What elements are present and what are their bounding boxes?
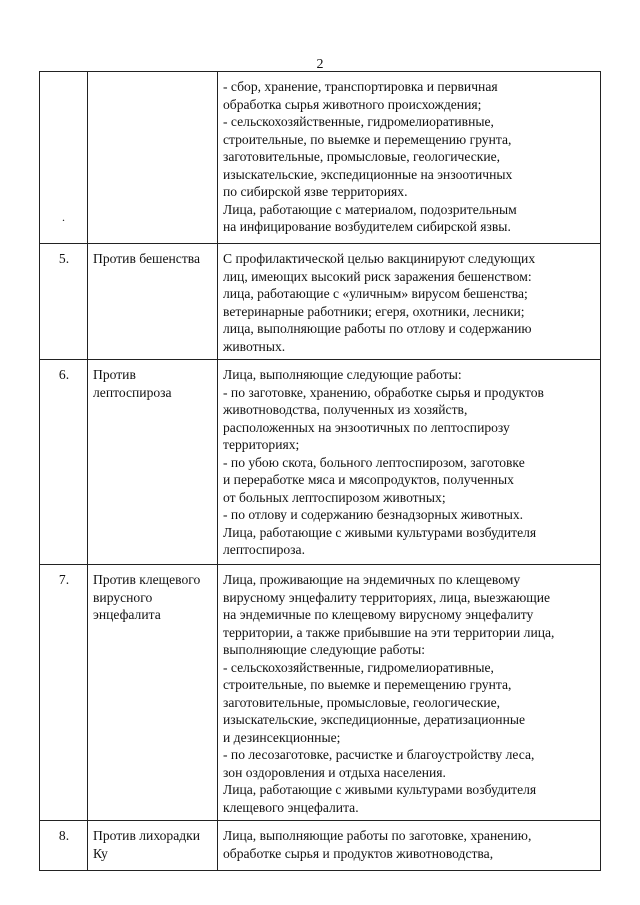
vaccine-name: [88, 360, 218, 565]
table-row: [40, 565, 601, 821]
description-line: Лица, выполняющие следующие работы:: [223, 367, 462, 382]
description-line: территориях;: [223, 437, 300, 452]
description-line: расположенных на энзоотичных по лептоспирозу: [223, 419, 510, 435]
vaccine-name-line: Против: [93, 367, 136, 382]
row-number: 6.: [40, 360, 88, 565]
description-line: животноводства, полученных из хозяйств,: [223, 402, 468, 417]
stray-mark: .: [62, 210, 65, 224]
description-line: обработка сырья животного происхождения;: [223, 96, 482, 112]
description-line: - сбор, хранение, транспортировка и первичная: [223, 79, 498, 94]
page-number: 2: [316, 57, 324, 72]
row-number: 5.: [40, 244, 88, 360]
row-number: [40, 72, 88, 244]
description-line: заготовительные, промысловые, геологические,: [223, 694, 501, 710]
description-line: Лица, работающие с живыми культурами возбудителя: [223, 524, 537, 540]
description-line: строительные, по выемке и перемещению грунта,: [223, 131, 512, 147]
table-row: [40, 244, 601, 360]
population-description: [218, 565, 601, 821]
vaccine-name: [88, 565, 218, 821]
vaccine-name-line: Против клещевого: [93, 572, 201, 587]
description-line: строительные, по выемке и перемещению грунта,: [223, 677, 512, 692]
vaccine-name-line: Против лихорадки: [93, 828, 201, 843]
description-line: и дезинсекционные;: [223, 729, 341, 745]
population-description: [218, 821, 601, 871]
description-line: ветеринарные работники; егеря, охотники, лесники;: [223, 303, 525, 319]
description-line: выполняющие следующие работы:: [223, 642, 426, 657]
description-line: - по лесозаготовке, расчистке и благоустройству леса,: [223, 747, 535, 762]
description-line: лептоспироза.: [223, 542, 305, 557]
description-line: Лица, работающие с материалом, подозрительным: [223, 201, 517, 217]
description-line: изыскательские, экспедиционные, дератизационные: [223, 712, 526, 727]
description-line: - сельскохозяйственные, гидромелиоративные,: [223, 114, 494, 129]
population-description: [218, 360, 601, 565]
description-line: заготовительные, промысловые, геологические,: [223, 149, 501, 164]
description-line: лиц, имеющих высокий риск заражения бешенством:: [223, 268, 532, 284]
description-line: - по заготовке, хранению, обработке сырья и продуктов: [223, 384, 544, 400]
vaccine-name-line: вирусного: [93, 589, 153, 605]
row-number: 8.: [40, 821, 88, 871]
description-line: вирусному энцефалиту территориях, лица, выезжающие: [223, 589, 551, 605]
description-line: животных.: [223, 338, 286, 354]
description-line: Лица, выполняющие работы по заготовке, хранению,: [223, 828, 532, 843]
population-description: [218, 72, 601, 244]
description-line: - сельскохозяйственные, гидромелиоративные,: [223, 659, 494, 675]
description-line: зон оздоровления и отдыха населения.: [223, 764, 446, 780]
description-line: клещевого энцефалита.: [223, 799, 359, 815]
description-line: изыскательские, экспедиционные на энзоотичных: [223, 166, 513, 182]
table-row: [40, 72, 601, 244]
description-line: С профилактической целью вакцинируют следующих: [223, 251, 536, 266]
vaccine-name: [88, 821, 218, 871]
description-line: на эндемичные по клещевому вирусному энцефалиту: [223, 607, 534, 622]
table-row: [40, 821, 601, 871]
vaccine-name-line: Ку: [93, 845, 108, 861]
vaccine-name-line: энцефалита: [93, 607, 161, 622]
row-number: 7.: [40, 565, 88, 821]
description-line: по сибирской язве территориях.: [223, 184, 408, 199]
description-line: Лица, работающие с живыми культурами возбудителя: [223, 782, 537, 797]
vaccine-name: [88, 72, 218, 244]
description-line: лица, выполняющие работы по отлову и содержанию: [223, 321, 532, 336]
description-line: лица, работающие с «уличным» вирусом бешенства;: [223, 286, 528, 301]
vaccine-name-line: Против бешенства: [93, 251, 201, 266]
description-line: и переработке мяса и мясопродуктов, полученных: [223, 472, 514, 487]
vaccination-table: [39, 71, 601, 871]
description-line: на инфицирование возбудителем сибирской язвы.: [223, 219, 511, 234]
description-line: обработке сырья и продуктов животноводства,: [223, 845, 494, 861]
description-line: от больных лептоспирозом животных;: [223, 489, 446, 505]
vaccine-name: [88, 244, 218, 360]
description-line: - по убою скота, больного лептоспирозом, заготовке: [223, 454, 525, 470]
vaccine-name-line: лептоспироза: [93, 384, 172, 400]
table-row: [40, 360, 601, 565]
description-line: Лица, проживающие на эндемичных по клещевому: [223, 572, 521, 587]
population-description: [218, 244, 601, 360]
description-line: территории, а также прибывшие на эти территории лица,: [223, 624, 555, 640]
description-line: - по отлову и содержанию безнадзорных животных.: [223, 507, 524, 522]
